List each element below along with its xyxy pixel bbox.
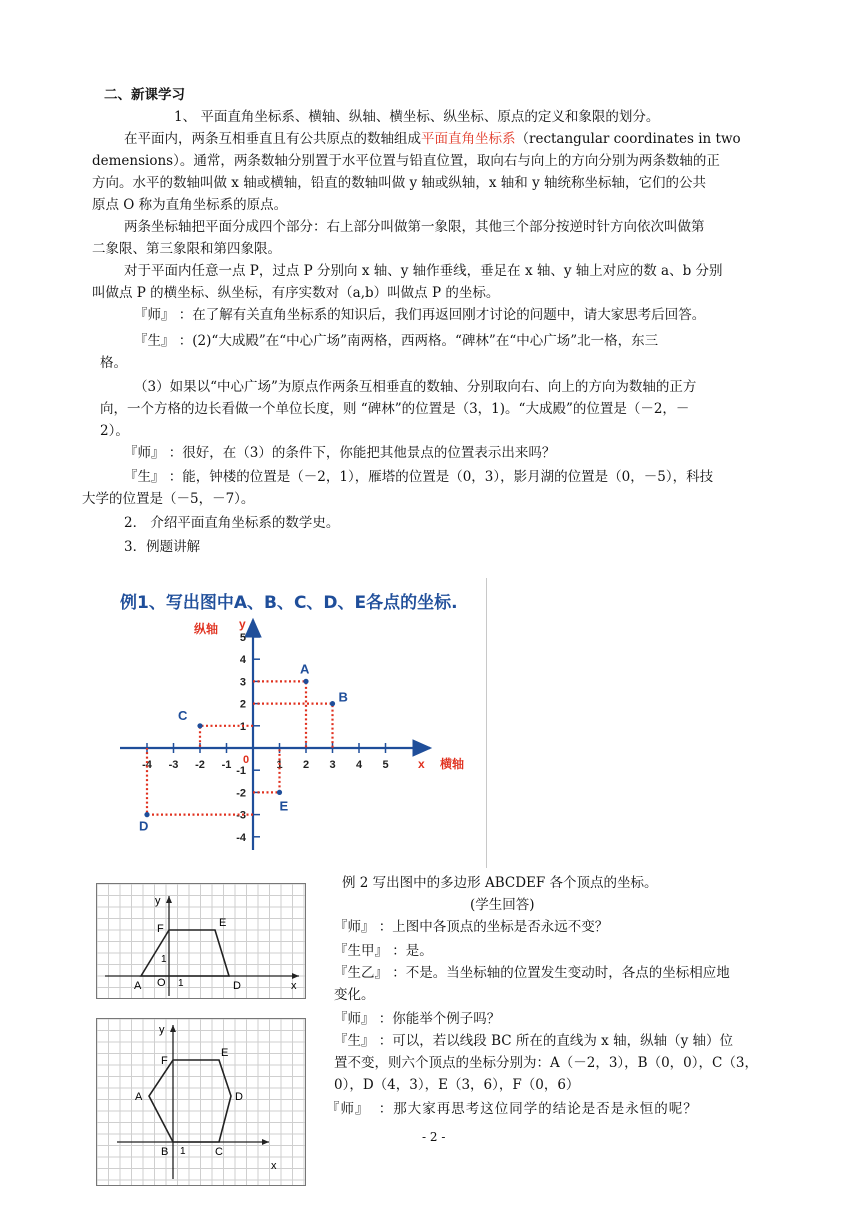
point-A bbox=[303, 679, 308, 684]
text-run: （rectangular coordinates in two bbox=[515, 131, 741, 147]
x-axis-letter: x bbox=[418, 757, 425, 771]
x-tick-label: 3 bbox=[329, 759, 336, 771]
y-tick-label: -4 bbox=[236, 831, 246, 844]
label-D: D bbox=[233, 980, 241, 992]
y-tick-label: 4 bbox=[239, 654, 246, 667]
guide-line bbox=[147, 748, 253, 815]
point-label: B bbox=[338, 689, 348, 705]
label-1y: 1 bbox=[161, 954, 167, 965]
point-C bbox=[197, 723, 202, 728]
label-A: A bbox=[134, 980, 142, 992]
paragraph-line: 二象限、第三象限和第四象限。 bbox=[92, 241, 281, 257]
label-E: E bbox=[219, 917, 227, 929]
x-tick-label: -1 bbox=[221, 759, 232, 771]
x-tick-label: 4 bbox=[355, 759, 363, 771]
guide-line bbox=[253, 704, 333, 748]
section-title: 二、新课学习 bbox=[104, 87, 185, 103]
example2-line: 『师』 ：那大家再思考这位同学的结论是否是永恒的呢？ bbox=[326, 1101, 698, 1117]
y-tick-label: -2 bbox=[236, 787, 246, 800]
y-arrow bbox=[170, 1025, 176, 1032]
x-axis-label: 横轴 bbox=[440, 757, 465, 771]
dialogue-line: 『师』 ：很好，在（3）的条件下，你能把其他景点的位置表示出来吗？ bbox=[124, 445, 556, 461]
point-E bbox=[277, 790, 282, 795]
point-label: D bbox=[139, 818, 149, 834]
dialogue-line: 『师』 ：在了解有关直角坐标系的知识后，我们再返回刚才讨论的问题中，请大家思考后回答。 bbox=[134, 307, 706, 323]
x-tick-label: -3 bbox=[168, 759, 179, 771]
example2-line: 『师』 ：上图中各顶点的坐标是否永远不变？ bbox=[334, 919, 609, 935]
paragraph-line: 2）。 bbox=[100, 423, 129, 439]
label-x: x bbox=[271, 1160, 277, 1172]
label-F: F bbox=[157, 923, 164, 935]
label-D: D bbox=[235, 1091, 243, 1103]
origin-label: 0 bbox=[243, 754, 250, 766]
y-tick-label: 1 bbox=[239, 720, 246, 733]
example2-line: 『师』 ：你能举个例子吗？ bbox=[334, 1011, 501, 1027]
y-tick-label: 2 bbox=[239, 698, 246, 711]
paragraph-line: demensions）。通常，两条数轴分别置于水平位置与铅直位置，取向右与向上的方向分别为两条数轴的正 bbox=[92, 153, 720, 169]
point-label: A bbox=[300, 661, 310, 677]
label-C: C bbox=[215, 1146, 223, 1158]
x-tick-label: -4 bbox=[142, 759, 152, 771]
polygon-grid-1 bbox=[97, 884, 305, 998]
polygon-grid-figure-1 bbox=[96, 883, 306, 999]
dialogue-line: 格。 bbox=[100, 355, 127, 371]
y-tick-label: 5 bbox=[239, 632, 246, 644]
list-item: 2． 介绍平面直角坐标系的数学史。 bbox=[124, 515, 340, 531]
paragraph-line bbox=[124, 128, 741, 150]
paragraph-line: 叫做点 P 的横坐标、纵坐标，有序实数对（a,b）叫做点 P 的坐标。 bbox=[92, 285, 500, 301]
x-arrow bbox=[292, 973, 299, 979]
polygon-grid-2 bbox=[97, 1019, 305, 1185]
paragraph-line: （3）如果以“中心广场”为原点作两条互相垂直的数轴、分别取向右、向上的方向为数轴的正方 bbox=[134, 379, 697, 395]
page-number: - 2 - bbox=[422, 1130, 446, 1144]
label-B: B bbox=[161, 1146, 169, 1158]
label-x: x bbox=[291, 980, 297, 992]
example2-line: 0），D（4，3），E（3，6），F（0，6） bbox=[334, 1077, 580, 1093]
text-run: 在平面内，两条互相垂直且有公共原点的数轴组成 bbox=[124, 131, 421, 147]
label-E: E bbox=[221, 1047, 229, 1059]
y-tick-label: 3 bbox=[239, 676, 246, 689]
paragraph-line: 对于平面内任意一点 P，过点 P 分别向 x 轴、y 轴作垂线，垂足在 x 轴、y 轴上对应的数 a、b 分别 bbox=[124, 263, 723, 279]
y-tick-label: -1 bbox=[236, 765, 246, 778]
y-axis-label: 纵轴 bbox=[194, 622, 219, 636]
example2-line: (学生回答) bbox=[470, 897, 535, 913]
list-item: 3．例题讲解 bbox=[124, 539, 201, 555]
x-arrow bbox=[262, 1139, 269, 1145]
guide-line bbox=[253, 681, 306, 748]
y-axis-letter: y bbox=[239, 617, 246, 631]
example2-line: 变化。 bbox=[334, 987, 375, 1003]
label-1x: 1 bbox=[178, 978, 184, 989]
label-F: F bbox=[161, 1055, 168, 1067]
point-label: C bbox=[178, 707, 188, 723]
x-tick-label: 5 bbox=[382, 759, 389, 771]
point-B bbox=[330, 701, 335, 706]
point-label: E bbox=[279, 798, 289, 814]
example2-line: 『生乙』 ：不是。当坐标轴的位置发生变动时，各点的坐标相应地 bbox=[334, 965, 730, 981]
example2-heading: 例 2 写出图中的多边形 ABCDEF 各个顶点的坐标。 bbox=[342, 875, 658, 891]
paragraph-line: 原点 O 称为直角坐标系的原点。 bbox=[92, 197, 288, 213]
dialogue-line: 『生』 ：(2)“大成殿”在“中心广场”南两格，西两格。“碑林”在“中心广场”北一格，东三 bbox=[134, 333, 659, 349]
point-D bbox=[144, 812, 149, 817]
example2-line: 置不变，则六个顶点的坐标分别为：A（－2，3），B（0，0），C（3， bbox=[334, 1055, 758, 1071]
label-1: 1 bbox=[180, 1146, 186, 1157]
polygon-grid-figure-2 bbox=[96, 1018, 306, 1186]
paragraph-line: 向，一个方格的边长看做一个单位长度，则 “碑林”的位置是（3，1)。“大成殿”的位置是（－2，－ bbox=[100, 401, 690, 417]
dialogue-line: 大学的位置是（－5，－7）。 bbox=[82, 491, 255, 507]
y-arrow bbox=[166, 896, 172, 903]
example2-line: 『生甲』 ：是。 bbox=[334, 943, 433, 959]
term-highlight: 平面直角坐标系 bbox=[421, 131, 516, 147]
example1-title: 例1、写出图中A、B、C、D、E各点的坐标. bbox=[120, 593, 458, 613]
example1-plot bbox=[108, 578, 486, 868]
label-O: O bbox=[157, 977, 166, 989]
paragraph-line: 1、 平面直角坐标系、横轴、纵轴、横坐标、纵坐标、原点的定义和象限的划分。 bbox=[174, 109, 660, 125]
x-tick-label: 2 bbox=[302, 759, 310, 771]
example1-figure bbox=[108, 578, 487, 868]
y-tick-label: -3 bbox=[236, 809, 246, 822]
dialogue-line: 『生』 ：能，钟楼的位置是（－2，1），雁塔的位置是（0，3），影月湖的位置是（0，－5），科技 bbox=[124, 469, 714, 485]
polygon-abcdef bbox=[149, 1060, 231, 1142]
x-tick-label: 1 bbox=[276, 759, 283, 771]
label-A: A bbox=[135, 1091, 143, 1103]
label-y: y bbox=[159, 1024, 165, 1036]
example2-line: 『生』 ：可以，若以线段 BC 所在的直线为 x 轴，纵轴（y 轴）位 bbox=[334, 1033, 733, 1049]
x-tick-label: -2 bbox=[195, 759, 205, 771]
paragraph-line: 两条坐标轴把平面分成四个部分：右上部分叫做第一象限，其他三个部分按逆时针方向依次叫做第 bbox=[124, 219, 705, 235]
paragraph-line: 方向。水平的数轴叫做 x 轴或横轴，铅直的数轴叫做 y 轴或纵轴，x 轴和 y 轴统称坐标轴，它们的公共 bbox=[92, 175, 707, 191]
label-y: y bbox=[155, 895, 161, 907]
